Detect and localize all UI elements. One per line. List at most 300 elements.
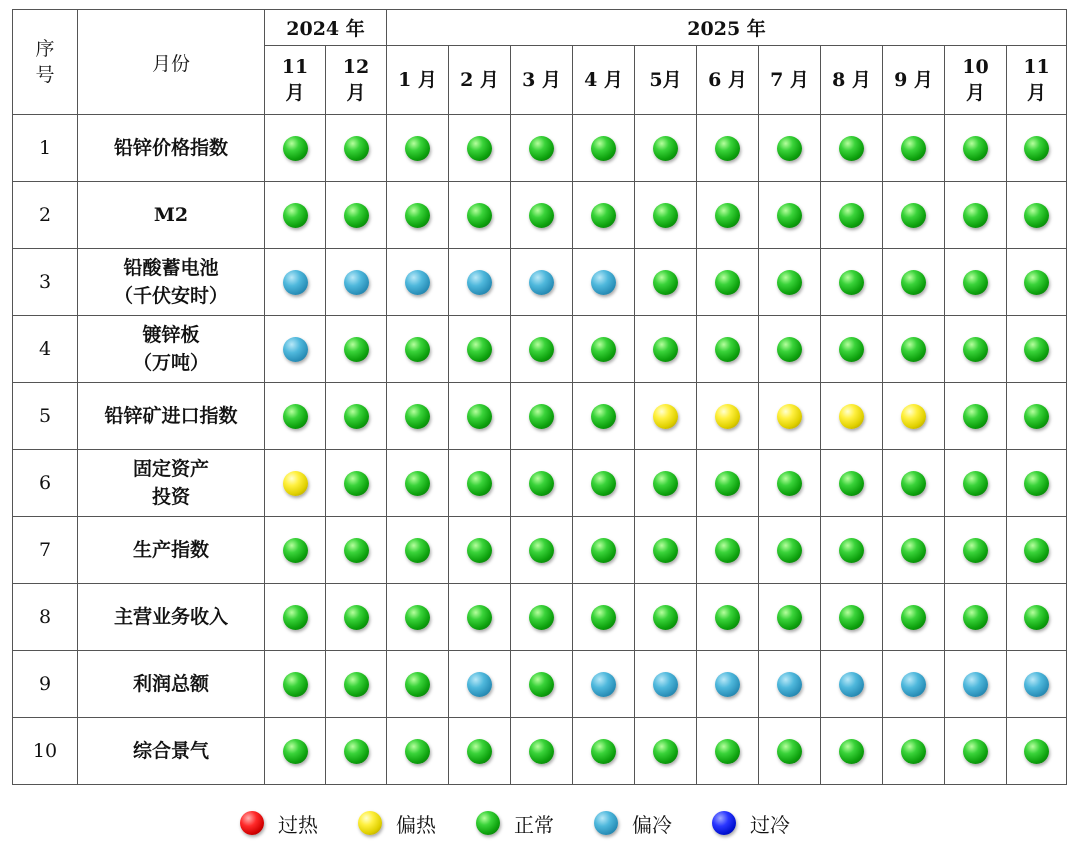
signal-dot-normal — [467, 605, 492, 630]
signal-dot-normal — [653, 270, 678, 295]
signal-cell — [573, 182, 635, 249]
signal-cell — [759, 517, 821, 584]
signal-cell — [883, 651, 945, 718]
signal-cell — [635, 316, 697, 383]
signal-cell — [511, 718, 573, 785]
signal-dot-normal — [777, 538, 802, 563]
signal-dot-normal — [529, 337, 554, 362]
signal-cell — [945, 383, 1007, 450]
signal-cell — [265, 651, 326, 718]
signal-dot-normal — [653, 538, 678, 563]
signal-dot-normal — [591, 136, 616, 161]
signal-cell — [697, 182, 759, 249]
legend-label: 偏热 — [396, 812, 436, 837]
signal-dot-cool — [283, 270, 308, 295]
row-index: 1 — [13, 115, 78, 182]
signal-dot-normal — [715, 270, 740, 295]
month-header: 10 月 — [945, 46, 1007, 115]
indicator-name: 生产指数 — [78, 517, 265, 584]
signal-dot-normal — [839, 203, 864, 228]
legend-item-cool — [594, 809, 672, 838]
row-index: 6 — [13, 450, 78, 517]
signal-dot-normal — [529, 404, 554, 429]
signal-cell — [945, 584, 1007, 651]
signal-cell — [821, 517, 883, 584]
signal-cell — [265, 115, 326, 182]
signal-cell — [449, 383, 511, 450]
signal-dot-normal — [405, 538, 430, 563]
signal-cell — [387, 584, 449, 651]
signal-dot-warm — [901, 404, 926, 429]
signal-cell — [821, 383, 883, 450]
signal-dot-normal — [529, 203, 554, 228]
signal-cell — [635, 718, 697, 785]
year-header: 2025 年 — [387, 10, 1067, 46]
row-index: 5 — [13, 383, 78, 450]
signal-dot-cool — [963, 672, 988, 697]
signal-cell — [326, 383, 387, 450]
signal-cell — [573, 383, 635, 450]
indicator-name: 固定资产 投资 — [78, 450, 265, 517]
signal-dot-normal — [963, 270, 988, 295]
signal-cell — [449, 316, 511, 383]
signal-cell — [635, 517, 697, 584]
signal-dot-normal — [344, 672, 369, 697]
table-row — [13, 450, 1067, 517]
header-row-year — [13, 10, 1067, 46]
signal-dot-normal — [283, 605, 308, 630]
signal-cell — [449, 115, 511, 182]
signal-dot-cool — [529, 270, 554, 295]
legend — [240, 808, 830, 838]
signal-dot-cool — [653, 672, 678, 697]
month-header: 3 月 — [511, 46, 573, 115]
signal-dot-normal — [529, 672, 554, 697]
signal-dot-normal — [1024, 270, 1049, 295]
signal-dot-normal — [901, 337, 926, 362]
signal-dot-normal — [405, 739, 430, 764]
indicator-name: M2 — [78, 182, 265, 249]
signal-dot-warm — [715, 404, 740, 429]
signal-dot-normal — [405, 605, 430, 630]
signal-cell — [883, 584, 945, 651]
signal-dot-normal — [901, 739, 926, 764]
indicator-name: 镀锌板 （万吨） — [78, 316, 265, 383]
signal-dot-normal — [839, 270, 864, 295]
signal-cell — [265, 249, 326, 316]
legend-item-hot — [240, 809, 318, 838]
signal-cell — [326, 584, 387, 651]
signal-cell — [821, 651, 883, 718]
signal-cell — [697, 383, 759, 450]
signal-dot-normal — [839, 337, 864, 362]
indicator-name: 铅锌价格指数 — [78, 115, 265, 182]
month-header: 5月 — [635, 46, 697, 115]
signal-cell — [326, 718, 387, 785]
signal-dot-normal — [715, 136, 740, 161]
signal-dot-normal — [591, 404, 616, 429]
signal-cell — [573, 450, 635, 517]
signal-cell — [697, 115, 759, 182]
signal-dot-normal — [529, 471, 554, 496]
signal-dot-normal — [901, 203, 926, 228]
signal-dot-normal — [344, 203, 369, 228]
signal-dot-normal — [405, 404, 430, 429]
signal-cell — [945, 450, 1007, 517]
signal-cell — [511, 115, 573, 182]
signal-cell — [511, 517, 573, 584]
indicator-name: 铅锌矿进口指数 — [78, 383, 265, 450]
signal-dot-normal — [591, 605, 616, 630]
signal-cell — [387, 450, 449, 517]
signal-cell — [1007, 383, 1067, 450]
signal-cell — [883, 383, 945, 450]
signal-dot-normal — [467, 136, 492, 161]
signal-dot-normal — [405, 471, 430, 496]
signal-cell — [265, 584, 326, 651]
signal-dot-cool — [901, 672, 926, 697]
table-row — [13, 584, 1067, 651]
signal-dot-normal — [839, 136, 864, 161]
signal-dot-normal — [1024, 471, 1049, 496]
signal-dot-normal — [467, 538, 492, 563]
legend-dot-cold — [712, 811, 736, 835]
signal-dot-warm — [777, 404, 802, 429]
month-header: 11 月 — [265, 46, 326, 115]
month-header: 11 月 — [1007, 46, 1067, 115]
signal-dot-normal — [963, 404, 988, 429]
row-index: 4 — [13, 316, 78, 383]
month-header: 4 月 — [573, 46, 635, 115]
row-index: 8 — [13, 584, 78, 651]
indicator-name: 铅酸蓄电池 （千伏安时） — [78, 249, 265, 316]
signal-dot-normal — [963, 605, 988, 630]
legend-dot-hot — [240, 811, 264, 835]
signal-cell — [759, 584, 821, 651]
signal-dot-normal — [653, 471, 678, 496]
table-row — [13, 249, 1067, 316]
signal-cell — [511, 182, 573, 249]
legend-item-warm — [358, 809, 436, 838]
table-row — [13, 718, 1067, 785]
signal-cell — [1007, 249, 1067, 316]
signal-cell — [759, 249, 821, 316]
signal-dot-normal — [901, 136, 926, 161]
signal-cell — [697, 718, 759, 785]
signal-dot-normal — [529, 605, 554, 630]
signal-dot-normal — [1024, 404, 1049, 429]
signal-dot-normal — [839, 538, 864, 563]
signal-cell — [635, 115, 697, 182]
month-header: 12 月 — [326, 46, 387, 115]
signal-cell — [821, 584, 883, 651]
signal-cell — [265, 718, 326, 785]
indicator-name: 利润总额 — [78, 651, 265, 718]
signal-dot-normal — [963, 739, 988, 764]
signal-dot-normal — [344, 739, 369, 764]
signal-cell — [511, 383, 573, 450]
signal-cell — [697, 450, 759, 517]
signal-cell — [821, 249, 883, 316]
signal-cell — [326, 316, 387, 383]
signal-cell — [265, 450, 326, 517]
signal-cell — [697, 517, 759, 584]
signal-dot-normal — [405, 672, 430, 697]
signal-cell — [511, 316, 573, 383]
signal-cell — [883, 517, 945, 584]
month-header: 6 月 — [697, 46, 759, 115]
signal-cell — [449, 249, 511, 316]
climate-signal-table — [12, 9, 1067, 785]
signal-cell — [326, 182, 387, 249]
signal-dot-normal — [529, 136, 554, 161]
signal-dot-normal — [283, 538, 308, 563]
signal-cell — [387, 182, 449, 249]
signal-dot-normal — [777, 605, 802, 630]
signal-dot-warm — [653, 404, 678, 429]
signal-cell — [945, 115, 1007, 182]
signal-dot-normal — [405, 203, 430, 228]
signal-dot-normal — [715, 337, 740, 362]
signal-cell — [387, 517, 449, 584]
signal-dot-cool — [591, 270, 616, 295]
signal-cell — [326, 517, 387, 584]
table-row — [13, 316, 1067, 383]
table-row — [13, 182, 1067, 249]
signal-dot-normal — [283, 739, 308, 764]
signal-dot-normal — [467, 471, 492, 496]
signal-dot-normal — [1024, 136, 1049, 161]
signal-dot-normal — [963, 337, 988, 362]
signal-dot-normal — [467, 337, 492, 362]
signal-cell — [883, 450, 945, 517]
legend-label: 过冷 — [750, 812, 790, 837]
signal-dot-normal — [591, 337, 616, 362]
legend-item-cold — [712, 809, 790, 838]
signal-dot-normal — [591, 203, 616, 228]
signal-dot-cool — [777, 672, 802, 697]
legend-label: 过热 — [278, 812, 318, 837]
signal-dot-cool — [467, 672, 492, 697]
signal-cell — [883, 115, 945, 182]
signal-dot-normal — [715, 739, 740, 764]
signal-cell — [1007, 584, 1067, 651]
signal-cell — [883, 316, 945, 383]
signal-cell — [697, 651, 759, 718]
table-row — [13, 383, 1067, 450]
signal-dot-normal — [467, 404, 492, 429]
signal-dot-normal — [839, 605, 864, 630]
signal-cell — [635, 584, 697, 651]
signal-cell — [449, 584, 511, 651]
index-header: 序 号 — [13, 10, 78, 115]
signal-cell — [697, 584, 759, 651]
signal-dot-normal — [777, 203, 802, 228]
row-index: 10 — [13, 718, 78, 785]
month-header: 2 月 — [449, 46, 511, 115]
signal-cell — [821, 718, 883, 785]
signal-cell — [697, 249, 759, 316]
signal-dot-cool — [344, 270, 369, 295]
signal-cell — [449, 517, 511, 584]
signal-cell — [945, 651, 1007, 718]
signal-cell — [759, 316, 821, 383]
signal-cell — [573, 115, 635, 182]
signal-cell — [1007, 450, 1067, 517]
signal-cell — [635, 383, 697, 450]
table-row — [13, 115, 1067, 182]
signal-dot-normal — [901, 605, 926, 630]
month-header: 1 月 — [387, 46, 449, 115]
table-row — [13, 651, 1067, 718]
signal-cell — [945, 517, 1007, 584]
signal-dot-normal — [344, 404, 369, 429]
signal-cell — [1007, 517, 1067, 584]
signal-cell — [635, 450, 697, 517]
signal-dot-normal — [653, 605, 678, 630]
signal-cell — [945, 182, 1007, 249]
signal-cell — [573, 249, 635, 316]
name-header: 月份 — [78, 10, 265, 115]
legend-dot-cool — [594, 811, 618, 835]
signal-cell — [759, 182, 821, 249]
signal-cell — [265, 182, 326, 249]
signal-cell — [573, 584, 635, 651]
signal-dot-normal — [467, 203, 492, 228]
signal-dot-normal — [529, 538, 554, 563]
signal-cell — [387, 718, 449, 785]
month-header: 7 月 — [759, 46, 821, 115]
signal-dot-normal — [1024, 203, 1049, 228]
signal-cell — [387, 249, 449, 316]
signal-dot-normal — [405, 337, 430, 362]
signal-dot-normal — [591, 739, 616, 764]
signal-dot-normal — [283, 404, 308, 429]
signal-dot-cool — [715, 672, 740, 697]
signal-cell — [449, 450, 511, 517]
signal-dot-normal — [529, 739, 554, 764]
signal-dot-normal — [777, 739, 802, 764]
signal-cell — [759, 718, 821, 785]
signal-dot-normal — [963, 538, 988, 563]
signal-cell — [1007, 182, 1067, 249]
signal-dot-normal — [901, 471, 926, 496]
signal-cell — [821, 182, 883, 249]
signal-cell — [945, 316, 1007, 383]
signal-cell — [821, 316, 883, 383]
signal-dot-normal — [591, 471, 616, 496]
legend-label: 正常 — [514, 812, 554, 837]
month-header: 8 月 — [821, 46, 883, 115]
signal-cell — [883, 249, 945, 316]
signal-dot-normal — [344, 136, 369, 161]
signal-cell — [511, 651, 573, 718]
row-index: 9 — [13, 651, 78, 718]
signal-cell — [1007, 316, 1067, 383]
signal-cell — [1007, 718, 1067, 785]
signal-dot-normal — [839, 471, 864, 496]
signal-dot-cool — [283, 337, 308, 362]
year-header: 2024 年 — [265, 10, 387, 46]
signal-dot-normal — [344, 605, 369, 630]
signal-dot-normal — [777, 270, 802, 295]
signal-cell — [387, 651, 449, 718]
signal-cell — [821, 450, 883, 517]
row-index: 2 — [13, 182, 78, 249]
signal-cell — [387, 316, 449, 383]
signal-cell — [821, 115, 883, 182]
signal-cell — [697, 316, 759, 383]
row-index: 7 — [13, 517, 78, 584]
signal-dot-normal — [715, 538, 740, 563]
signal-dot-normal — [344, 538, 369, 563]
indicator-name: 综合景气 — [78, 718, 265, 785]
signal-cell — [759, 115, 821, 182]
legend-item-normal — [476, 809, 554, 838]
signal-cell — [511, 249, 573, 316]
signal-dot-normal — [901, 270, 926, 295]
signal-dot-normal — [963, 471, 988, 496]
signal-dot-normal — [715, 605, 740, 630]
signal-cell — [573, 316, 635, 383]
signal-dot-cool — [591, 672, 616, 697]
signal-dot-normal — [405, 136, 430, 161]
signal-cell — [883, 182, 945, 249]
signal-cell — [759, 651, 821, 718]
signal-cell — [1007, 115, 1067, 182]
signal-dot-normal — [344, 471, 369, 496]
signal-dot-normal — [653, 136, 678, 161]
signal-cell — [326, 249, 387, 316]
signal-dot-normal — [777, 337, 802, 362]
signal-dot-normal — [653, 203, 678, 228]
legend-dot-warm — [358, 811, 382, 835]
signal-dot-normal — [963, 136, 988, 161]
signal-dot-normal — [591, 538, 616, 563]
signal-dot-normal — [963, 203, 988, 228]
signal-cell — [387, 115, 449, 182]
signal-dot-normal — [777, 471, 802, 496]
signal-dot-normal — [283, 203, 308, 228]
signal-cell — [573, 718, 635, 785]
signal-cell — [511, 450, 573, 517]
signal-dot-warm — [283, 471, 308, 496]
signal-dot-normal — [715, 203, 740, 228]
signal-cell — [635, 651, 697, 718]
signal-dot-normal — [1024, 538, 1049, 563]
row-index: 3 — [13, 249, 78, 316]
signal-dot-normal — [344, 337, 369, 362]
signal-cell — [945, 249, 1007, 316]
table-row — [13, 517, 1067, 584]
signal-cell — [265, 517, 326, 584]
signal-dot-cool — [405, 270, 430, 295]
signal-dot-normal — [653, 337, 678, 362]
signal-cell — [326, 651, 387, 718]
indicator-name: 主营业务收入 — [78, 584, 265, 651]
signal-dot-normal — [777, 136, 802, 161]
signal-cell — [883, 718, 945, 785]
signal-cell — [449, 651, 511, 718]
signal-dot-normal — [653, 739, 678, 764]
legend-dot-normal — [476, 811, 500, 835]
signal-cell — [326, 450, 387, 517]
signal-cell — [759, 450, 821, 517]
signal-cell — [265, 383, 326, 450]
signal-dot-normal — [1024, 605, 1049, 630]
signal-cell — [449, 718, 511, 785]
signal-dot-normal — [1024, 337, 1049, 362]
